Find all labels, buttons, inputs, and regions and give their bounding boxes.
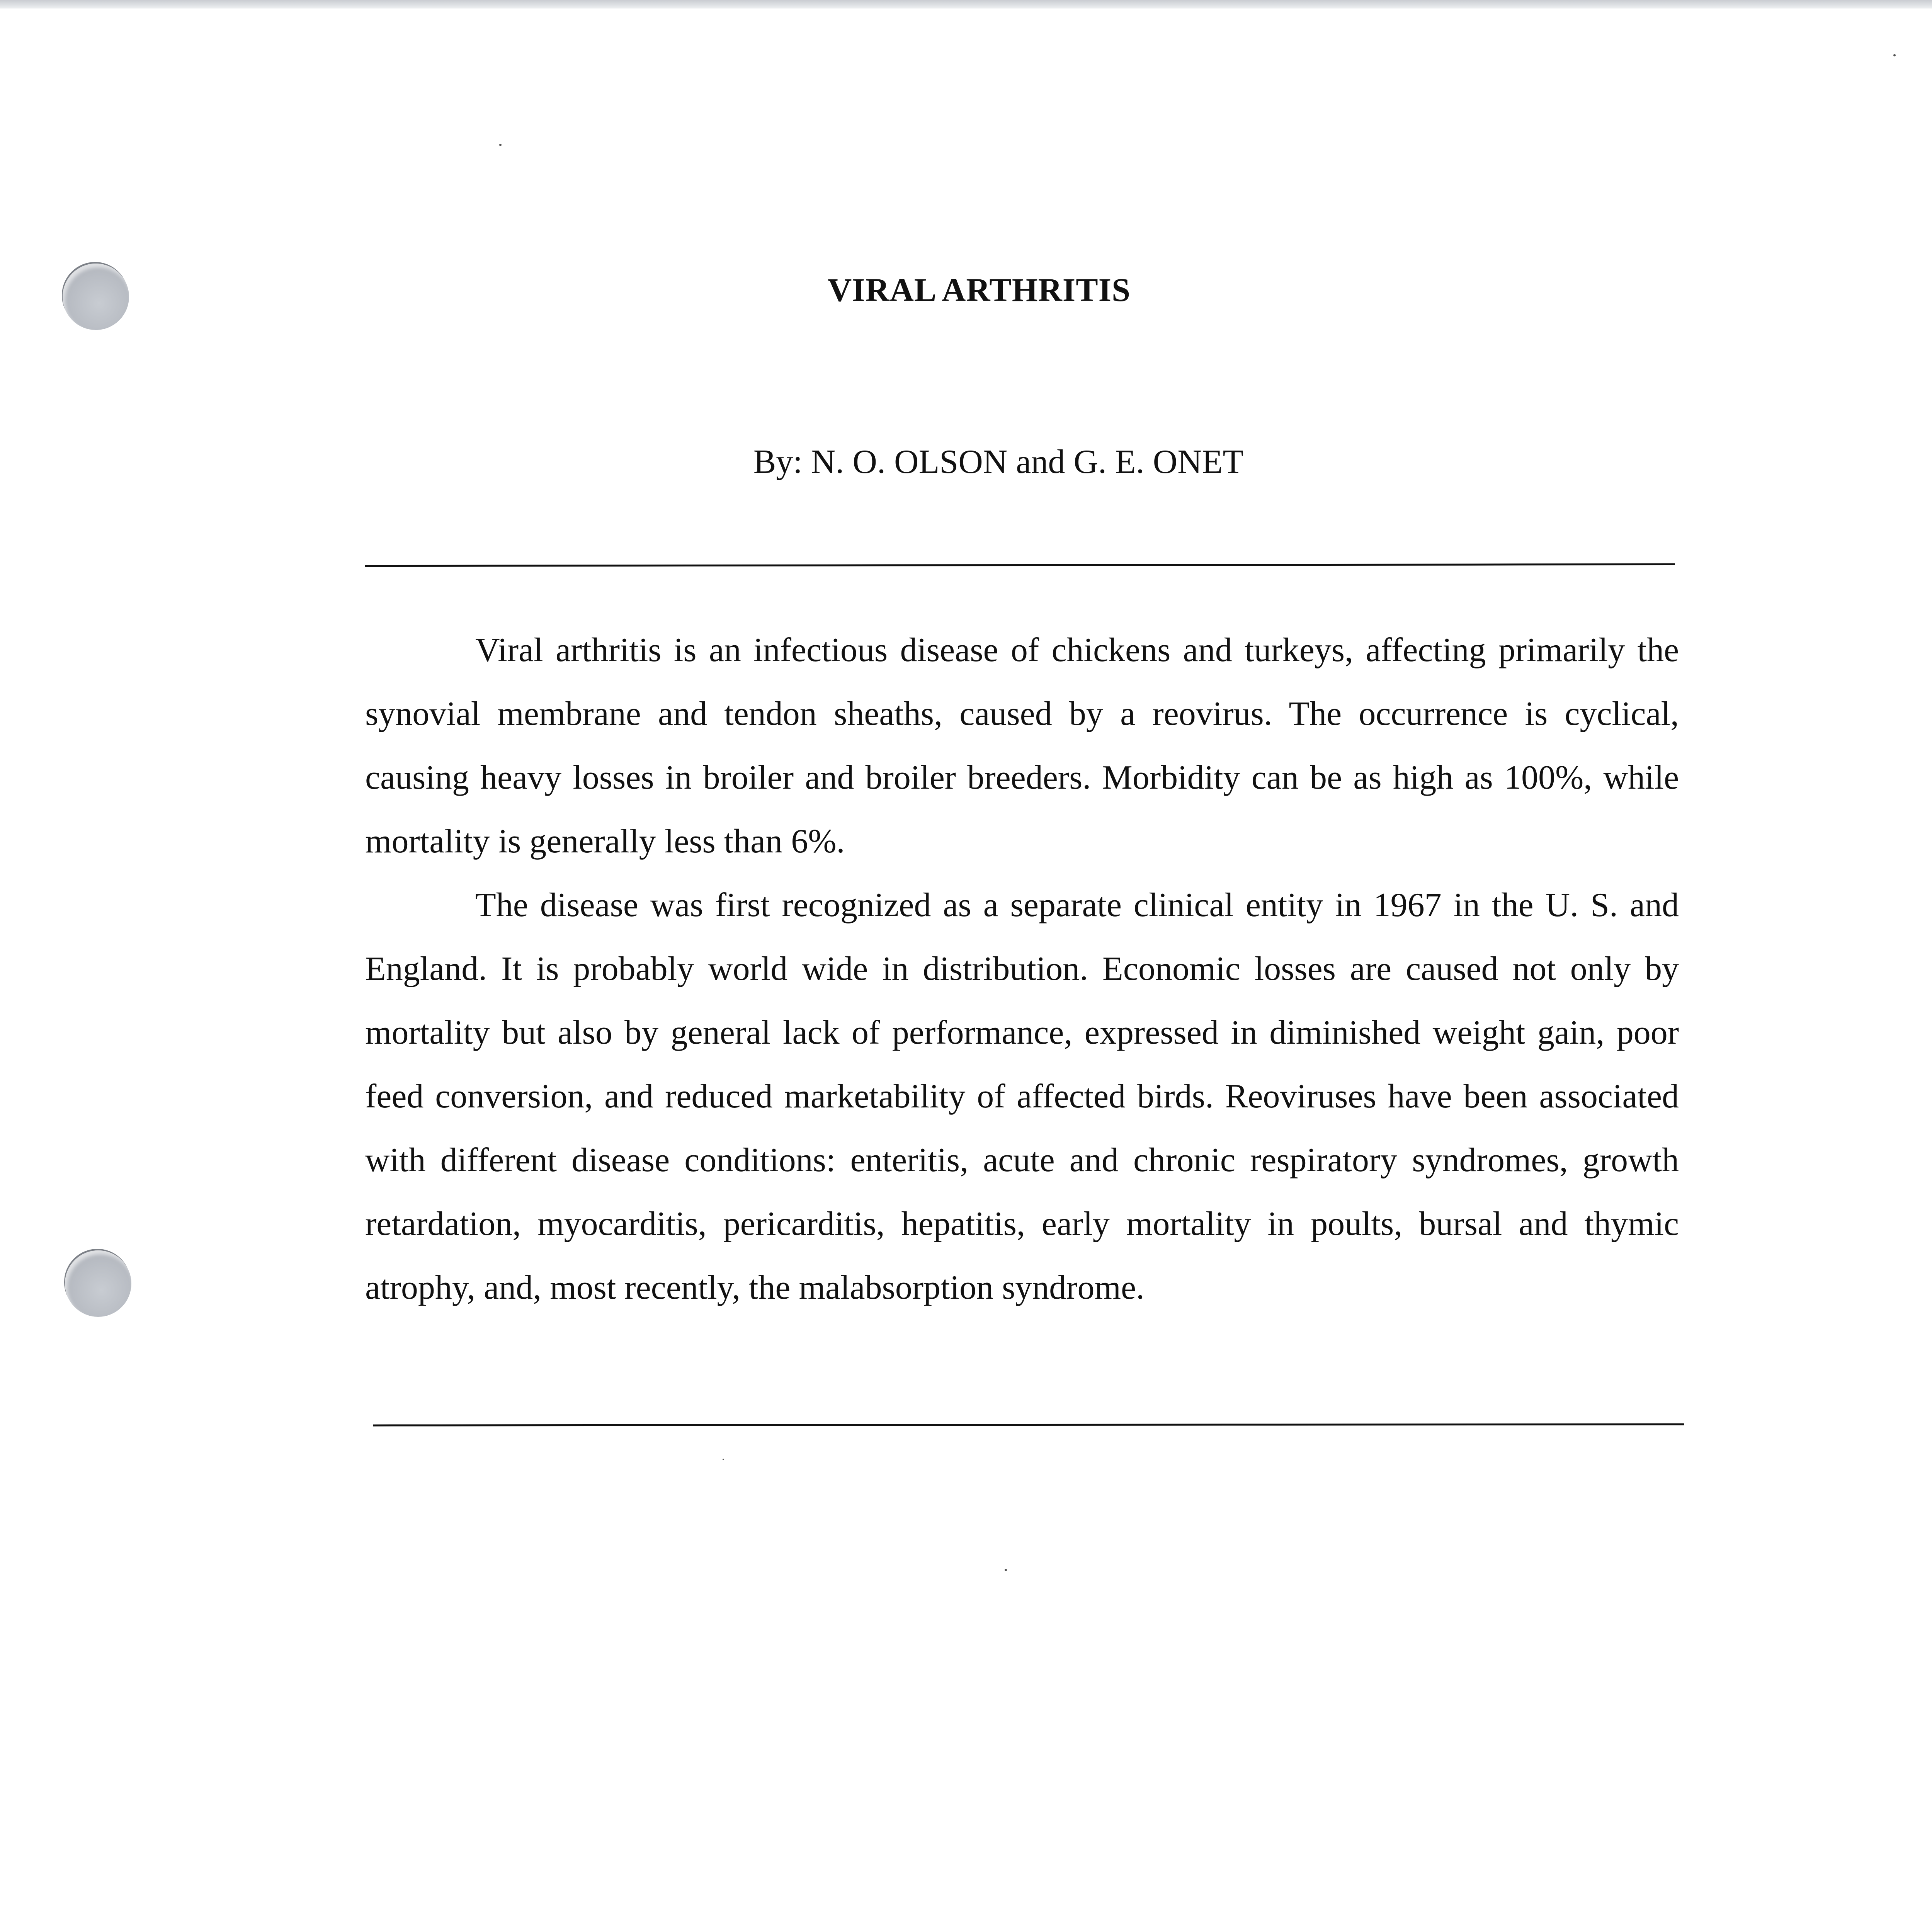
- bottom-divider: [373, 1423, 1684, 1427]
- scan-speck: [1893, 54, 1896, 56]
- paragraph-intro: Viral arthritis is an infectious disease of chickens and turkeys, affecting primarily the synovial membrane and tendon sheaths, caused by a reovirus. The occurrence is cyclical, causing heavy losses in broiler and broiler breeders. Morbidity can be as high as 100%, while mortality is generally less than 6%.: [365, 631, 1679, 860]
- paragraph-history: The disease was first recognized as a separate clinical entity in 1967 in the U. S. and England. It is probably world wide in distribution. Economic losses are caused not only by mortality but also by general lack of performance, expressed in diminished weight gain, poor feed conversion, and reduced marketability of affected birds. Reoviruses have been associated with different disease conditions: enteritis, acute and chronic respiratory syndromes, growth retardation, myocarditis, pericarditis, hepatitis, early mortality in poults, bursal and thymic atrophy, and, most recently, the malabsorption syndrome.: [365, 886, 1679, 1306]
- document-title: VIRAL ARTHRITIS: [828, 271, 1131, 308]
- scan-speck: [1005, 1569, 1007, 1571]
- scan-edge-top: [0, 0, 1932, 9]
- document-body: [365, 618, 1679, 1320]
- top-divider: [365, 563, 1675, 567]
- scan-speck: [499, 144, 502, 146]
- document-byline: By: N. O. OLSON and G. E. ONET: [753, 443, 1244, 481]
- punch-hole-middle: [65, 1250, 131, 1317]
- scan-speck: [723, 1459, 724, 1460]
